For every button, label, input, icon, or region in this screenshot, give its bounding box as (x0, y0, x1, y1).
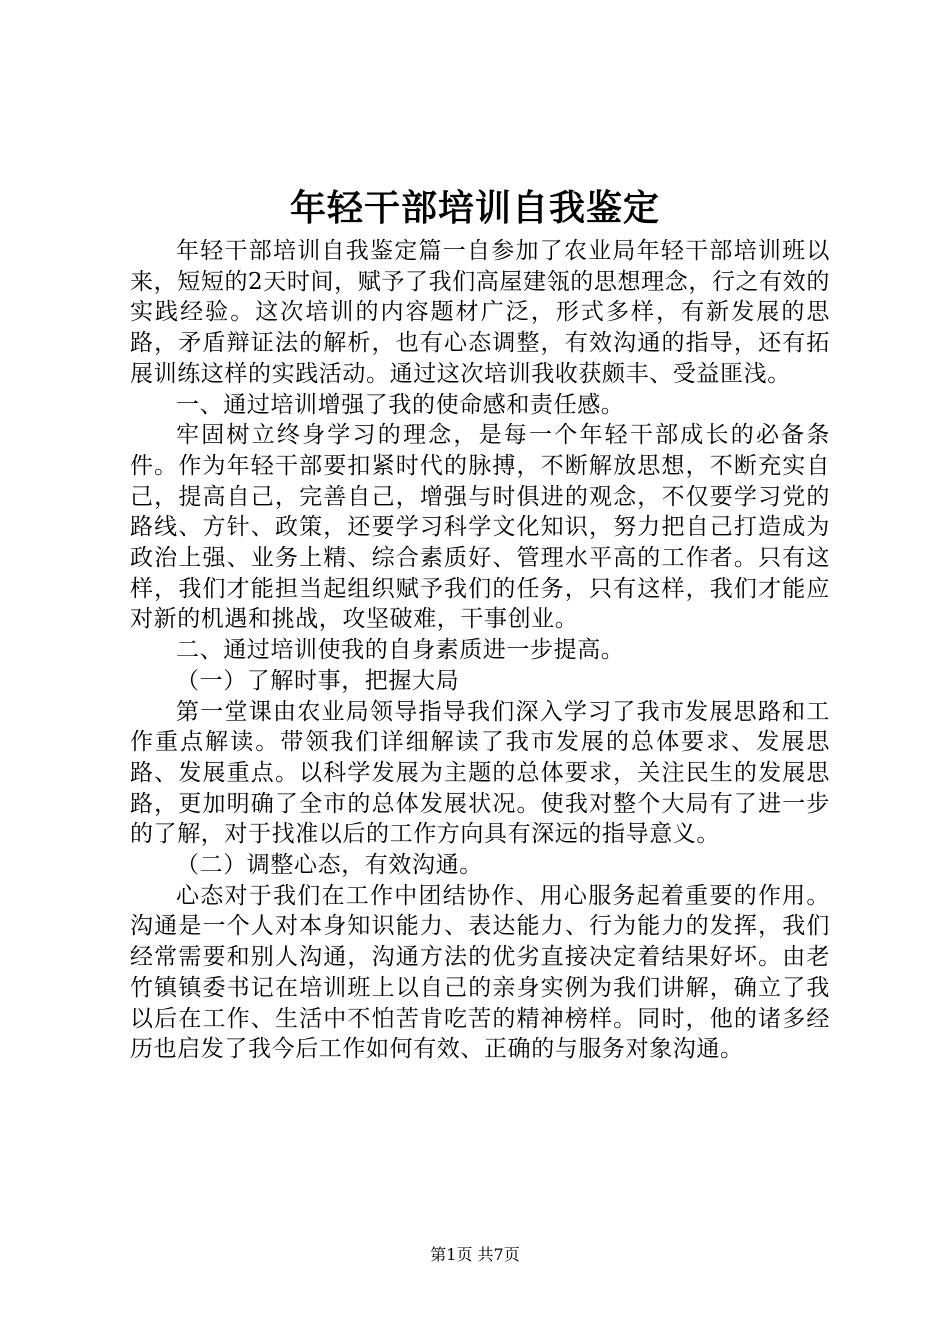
document-body (130, 236, 830, 1065)
paragraph-intro: 年轻干部培训自我鉴定篇一自参加了农业局年轻干部培训班以来，短短的2天时间，赋予了我们高屋建瓴的思想理念，行之有效的实践经验。这次培训的内容题材广泛，形式多样，有新发展的思路，矛盾辩证法的解析，也有心态调整，有效沟通的指导，还有拓展训练这样的实践活动。通过这次培训我收获颇丰、受益匪浅。 (130, 238, 830, 387)
paragraph-2-1: 第一堂课由农业局领导指导我们深入学习了我市发展思路和工作重点解读。带领我们详细解读了我市发展的总体要求、发展思路、发展重点。以科学发展为主题的总体要求，关注民生的发展思路，更加明确了全市的总体发展状况。使我对整个大局有了进一步的了解，对于找准以后的工作方向具有深远的指导意义。 (130, 698, 830, 848)
paragraph-2-2: 心态对于我们在工作中团结协作、用心服务起着重要的作用。沟通是一个人对本身知识能力、表达能力、行为能力的发挥，我们经常需要和别人沟通，沟通方法的优劣直接决定着结果好坏。由老竹镇镇委书记在培训班上以自己的亲身实例为我们讲解，确立了我以后在工作、生活中不怕苦肯吃苦的精神榜样。同时，他的诸多经历也启发了我今后工作如何有效、正确的与服务对象沟通。 (130, 882, 830, 1063)
page-number: 第1页 共7页 (430, 1245, 520, 1264)
paragraph-section-1: 牢固树立终身学习的理念，是每一个年轻干部成长的必备条件。作为年轻干部要扣紧时代的脉搏，不断解放思想，不断充实自己，提高自己，完善自己，增强与时俱进的观念，不仅要学习党的路线、方针、政策，还要学习科学文化知识，努力把自己打造成为政治上强、业务上精、综合素质好、管理水平高的工作者。只有这样，我们才能担当起组织赋予我们的任务，只有这样，我们才能应对新的机遇和挑战，攻坚破难，干事创业。 (130, 422, 830, 633)
subheading-2-2: （二）调整心态，有效沟通。 (176, 852, 483, 879)
heading-section-2: 二、通过培训使我的自身素质进一步提高。 (176, 637, 625, 664)
subheading-2-1: （一）了解时事，把握大局 (176, 667, 460, 694)
heading-section-1: 一、通过培训增强了我的使命感和责任感。 (176, 391, 625, 418)
document-title: 年轻干部培训自我鉴定 (289, 187, 660, 229)
